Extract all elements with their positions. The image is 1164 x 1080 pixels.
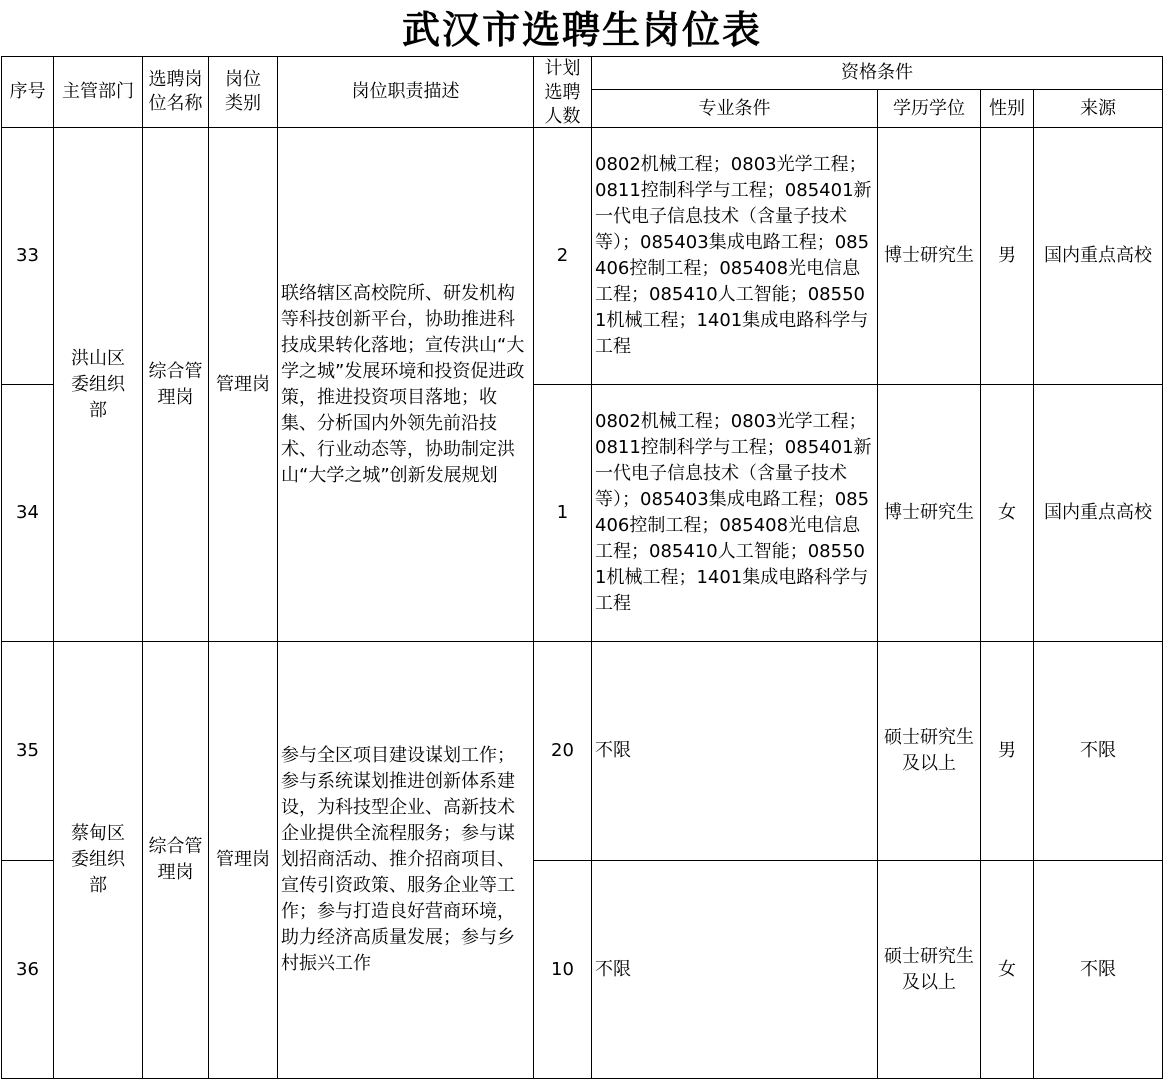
department-cell: 蔡甸区委组织部: [54, 642, 143, 1079]
major-cell: 0802机械工程；0803光学工程；0811控制科学与工程；085401新一代电子信息技术（含量子技术等）；085403集成电路工程；085406控制工程；085408光电信息工程；085410人工智能；085501机械工程；1401集成电路科学与工程: [592, 128, 878, 385]
source-cell: 不限: [1034, 861, 1163, 1079]
row-index: 34: [2, 385, 54, 642]
header-index: 序号: [2, 57, 54, 128]
header-degree: 学历学位: [878, 90, 981, 128]
header-qualifications: 资格条件: [592, 57, 1163, 90]
major-cell: 不限: [592, 861, 878, 1079]
plan-count-cell: 10: [534, 861, 592, 1079]
header-row: [2, 57, 1163, 90]
plan-count-cell: 20: [534, 642, 592, 861]
header-position-name: 选聘岗位名称: [143, 57, 209, 128]
row-index: 36: [2, 861, 54, 1079]
major-cell: 0802机械工程；0803光学工程；0811控制科学与工程；085401新一代电子信息技术（含量子技术等）；085403集成电路工程；085406控制工程；085408光电信息工程；085410人工智能；085501机械工程；1401集成电路科学与工程: [592, 385, 878, 642]
table-row: [2, 642, 1163, 861]
row-index: 35: [2, 642, 54, 861]
degree-cell: 硕士研究生及以上: [878, 642, 981, 861]
gender-cell: 女: [981, 385, 1034, 642]
plan-count-cell: 1: [534, 385, 592, 642]
header-duties: 岗位职责描述: [278, 57, 534, 128]
header-plan-count-text: 计划选聘人数: [544, 58, 581, 127]
position-name-cell: 综合管理岗: [143, 128, 209, 642]
gender-cell: 女: [981, 861, 1034, 1079]
major-cell: 不限: [592, 642, 878, 861]
position-type-cell: 管理岗: [209, 128, 278, 642]
row-index: 33: [2, 128, 54, 385]
header-source: 来源: [1034, 90, 1163, 128]
gender-cell: 男: [981, 642, 1034, 861]
header-major: 专业条件: [592, 90, 878, 128]
table-row: [2, 128, 1163, 385]
degree-cell: 博士研究生: [878, 128, 981, 385]
position-type-cell: 管理岗: [209, 642, 278, 1079]
position-name-cell: 综合管理岗: [143, 642, 209, 1079]
department-cell: 洪山区委组织部: [54, 128, 143, 642]
degree-cell: 硕士研究生及以上: [878, 861, 981, 1079]
source-cell: 国内重点高校: [1034, 128, 1163, 385]
page-title: 武汉市选聘生岗位表: [401, 8, 762, 52]
positions-table: [1, 56, 1163, 1079]
duties-cell: 联络辖区高校院所、研发机构等科技创新平台，协助推进科技成果转化落地；宣传洪山“大学之城”发展环境和投资促进政策，推进投资项目落地；收集、分析国内外领先前沿技术、行业动态等，协助制定洪山“大学之城”创新发展规划: [278, 128, 534, 642]
header-position-type: 岗位类别: [209, 57, 278, 128]
source-cell: 不限: [1034, 642, 1163, 861]
header-gender: 性别: [981, 90, 1034, 128]
degree-cell: 博士研究生: [878, 385, 981, 642]
duties-cell: 参与全区项目建设谋划工作；参与系统谋划推进创新体系建设，为科技型企业、高新技术企业提供全流程服务；参与谋划招商活动、推介招商项目、宣传引资政策、服务企业等工作；参与打造良好营商环境，助力经济高质量发展；参与乡村振兴工作: [278, 642, 534, 1079]
plan-count-cell: 2: [534, 128, 592, 385]
header-department: 主管部门: [54, 57, 143, 128]
gender-cell: 男: [981, 128, 1034, 385]
header-plan-count: [534, 57, 592, 128]
source-cell: 国内重点高校: [1034, 385, 1163, 642]
